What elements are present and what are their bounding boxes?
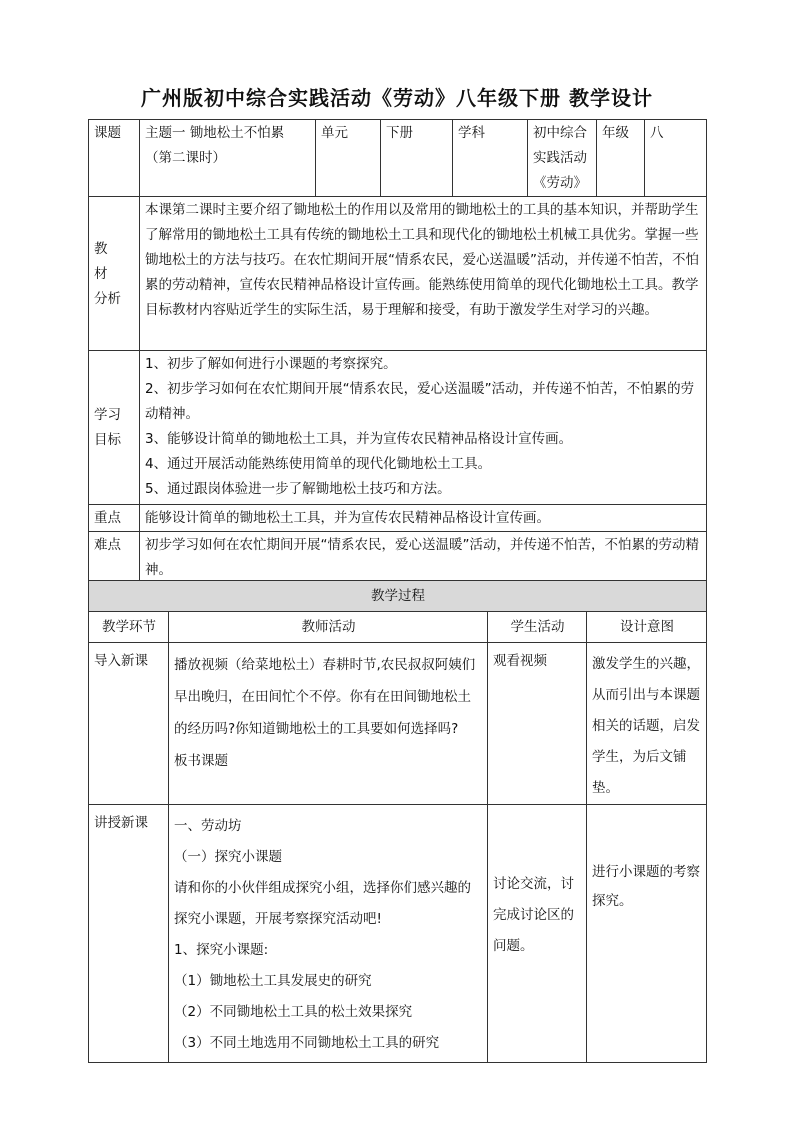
grade-label: 年级 <box>597 120 645 197</box>
column-header: 教师活动 <box>169 612 488 643</box>
design-intent-cell: 进行小课题的考察探究。 <box>587 805 707 1063</box>
info-table <box>88 119 707 584</box>
student-activity-cell: 讨论交流，讨完成讨论区的问题。 <box>488 805 587 1063</box>
objective-item: 1、初步了解如何进行小课题的考察探究。 <box>145 356 397 372</box>
process-header: 教学过程 <box>89 581 707 612</box>
stage-cell: 导入新课 <box>89 643 169 805</box>
objectives-list <box>140 351 707 505</box>
unit-label: 单元 <box>316 120 381 197</box>
unit-value: 下册 <box>381 120 453 197</box>
stage-cell: 讲授新课 <box>89 805 169 1063</box>
difficulty-label: 难点 <box>89 532 140 584</box>
grade-value: 八 <box>645 120 707 197</box>
column-header: 学生活动 <box>488 612 587 643</box>
process-table <box>88 580 707 1063</box>
objective-item: 4、通过开展活动能熟练使用简单的现代化锄地松土工具。 <box>145 456 492 472</box>
topic-label: 课题 <box>89 120 140 197</box>
analysis-label: 教 材 分析 <box>89 197 140 351</box>
table-row <box>89 643 707 805</box>
student-activity-cell: 观看视频 <box>488 643 587 805</box>
objectives-label: 学习 目标 <box>89 351 140 505</box>
subject-label: 学科 <box>453 120 528 197</box>
document-title: 广州版初中综合实践活动《劳动》八年级下册 教学设计 <box>141 86 653 110</box>
table-row <box>89 805 707 1063</box>
topic-value: 主题一 锄地松土不怕累 （第二课时） <box>140 120 316 197</box>
difficulty-text: 初步学习如何在农忙期间开展“情系农民，爱心送温暖”活动，并传递不怕苦，不怕累的劳动精神。 <box>140 532 707 584</box>
objective-item: 5、通过跟岗体验进一步了解锄地松土技巧和方法。 <box>145 481 451 497</box>
teacher-activity-cell: 一、劳动坊 （一）探究小课题 请和你的小伙伴组成探究小组，选择你们感兴趣的 探究小课题，开展考察探究活动吧! 1、探究小课题: （1）锄地松土工具发展史的研究 （2）不同锄地松土工具的松土效果探究 （3）不同土地选用不同锄地松土工具的研究 <box>169 805 488 1063</box>
column-header: 设计意图 <box>587 612 707 643</box>
objective-item: 3、能够设计简单的锄地松土工具，并为宣传农民精神品格设计宣传画。 <box>145 431 573 447</box>
key-point-text: 能够设计简单的锄地松土工具，并为宣传农民精神品格设计宣传画。 <box>140 505 707 532</box>
analysis-text: 本课第二课时主要介绍了锄地松土的作用以及常用的锄地松土的工具的基本知识，并帮助学生了解常用的锄地松土工具有传统的锄地松土工具和现代化的锄地松土机械工具优劣。掌握一些锄地松土的方法与技巧。在农忙期间开展“情系农民，爱心送温暖”活动，并传递不怕苦，不怕累的劳动精神，宣传农民精神品格设计宣传画。能熟练使用简单的现代化锄地松土工具。教学目标教材内容贴近学生的实际生活，易于理解和接受，有助于激发学生对学习的兴趣。 <box>140 197 707 351</box>
subject-value: 初中综合 实践活动 《劳动》 <box>528 120 597 197</box>
column-header: 教学环节 <box>89 612 169 643</box>
design-intent-cell: 激发学生的兴趣，从而引出与本课题相关的话题，启发学生，为后文铺垫。 <box>587 643 707 805</box>
key-point-label: 重点 <box>89 505 140 532</box>
objective-item: 2、初步学习如何在农忙期间开展“情系农民，爱心送温暖”活动，并传递不怕苦，不怕累的劳动精神。 <box>145 381 695 422</box>
teacher-activity-cell: 播放视频（给菜地松土）春耕时节,农民叔叔阿姨们 早出晚归，在田间忙个不停。你有在田间锄地松土 的经历吗?你知道锄地松土的工具要如何选择吗? 板书课题 <box>169 643 488 805</box>
